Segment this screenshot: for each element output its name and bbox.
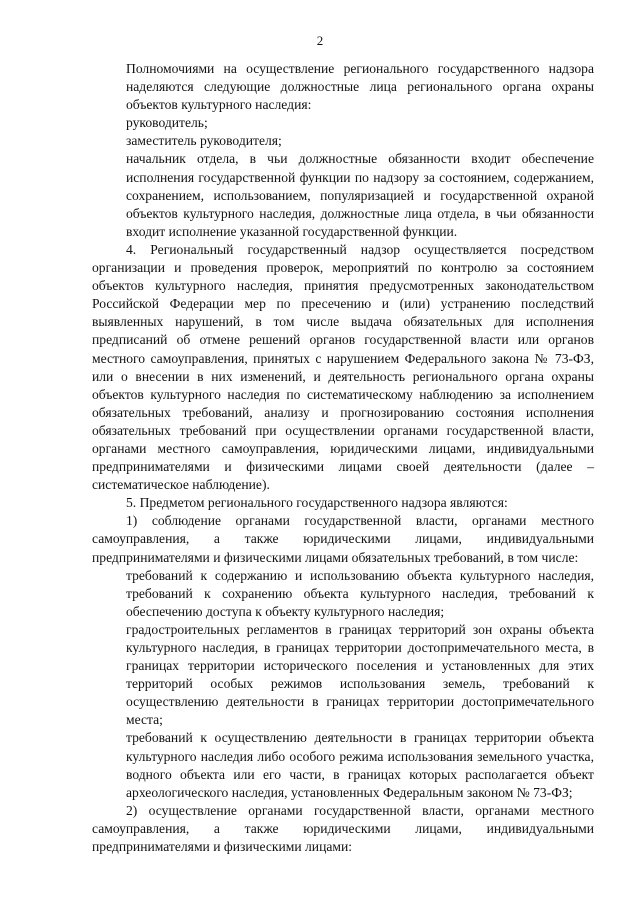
paragraph-item-1: 1) соблюдение органами государственной власти, органами местного самоуправления, а также юридическими лицами, индивидуальными предпринимателями и физическими лицами обязательных требований, в том числе:: [92, 513, 594, 565]
paragraph-item-2: 2) осуществление органами государственной власти, органами местного самоуправления, а также юридическими лицами, индивидуальными предпринимателями и физическими лицами:: [92, 802, 594, 855]
paragraph-officials-intro: Полномочиями на осуществление регионального государственного надзора наделяются следующие должностные лица регионального органа охраны объектов культурного наследия:: [126, 61, 594, 113]
list-item-head: руководитель;: [126, 115, 208, 131]
document-body: [92, 60, 594, 856]
list-item-department-head: начальник отдела, в чьи должностные обязанности входит обеспечение исполнения государственной функции по надзору за состоянием, содержанием, сохранением, использованием, популяризацией и государственной охраной объектов культурного наследия, должностные лица отдела, в чьи обязанности входит исполнение указанной государственной функции.: [126, 151, 594, 239]
page-number: 2: [316, 33, 324, 48]
paragraph-section-5: 5. Предметом регионального государственного надзора являются:: [126, 495, 508, 511]
list-item-deputy-head: заместитель руководителя;: [126, 133, 282, 149]
paragraph-section-4: 4. Региональный государственный надзор осуществляется посредством организации и проведения проверок, мероприятий по контролю за состоянием объектов культурного наследия, принятия предусмотренных законодательством Российской Федерации мер по пресечению и (или) устранению последствий выявленных нарушений, в том числе выдача обязательных для исполнения предписаний об отмене решений органов государственной власти или органов местного самоуправления, принятых с нарушением Федерального закона № 73-ФЗ, или о внесении в них изменений, и деятельность регионального органа охраны объектов культурного наследия по систематическому наблюдению за исполнением обязательных требований, анализу и прогнозированию состояния исполнения обязательных требований при осуществлении органами государственной власти, органами местного самоуправления, юридическими лицами, индивидуальными предпринимателями и физическими лицами своей деятельности (далее – систематическое наблюдение).: [92, 241, 594, 493]
paragraph-requirements-maintenance: требований к содержанию и использованию объекта культурного наследия, требований к сохранению объекта культурного наследия, требований к обеспечению доступа к объекту культурного наследия;: [126, 567, 594, 619]
paragraph-urban-regulations: градостроительных регламентов в границах территорий зон охраны объекта культурного наследия, в границах территории достопримечательного места, в границах территории исторического поселения и установленных для этих территорий особых режимов использования земель, требований к осуществлению деятельности в границах территории достопримечательного места;: [126, 621, 594, 728]
paragraph-activity-requirements: требований к осуществлению деятельности в границах территории объекта культурного наследия либо особого режима использования земельного участка, водного объекта или его части, в границах которых располагается объект археологического наследия, установленных Федеральным законом № 73-ФЗ;: [126, 730, 594, 800]
